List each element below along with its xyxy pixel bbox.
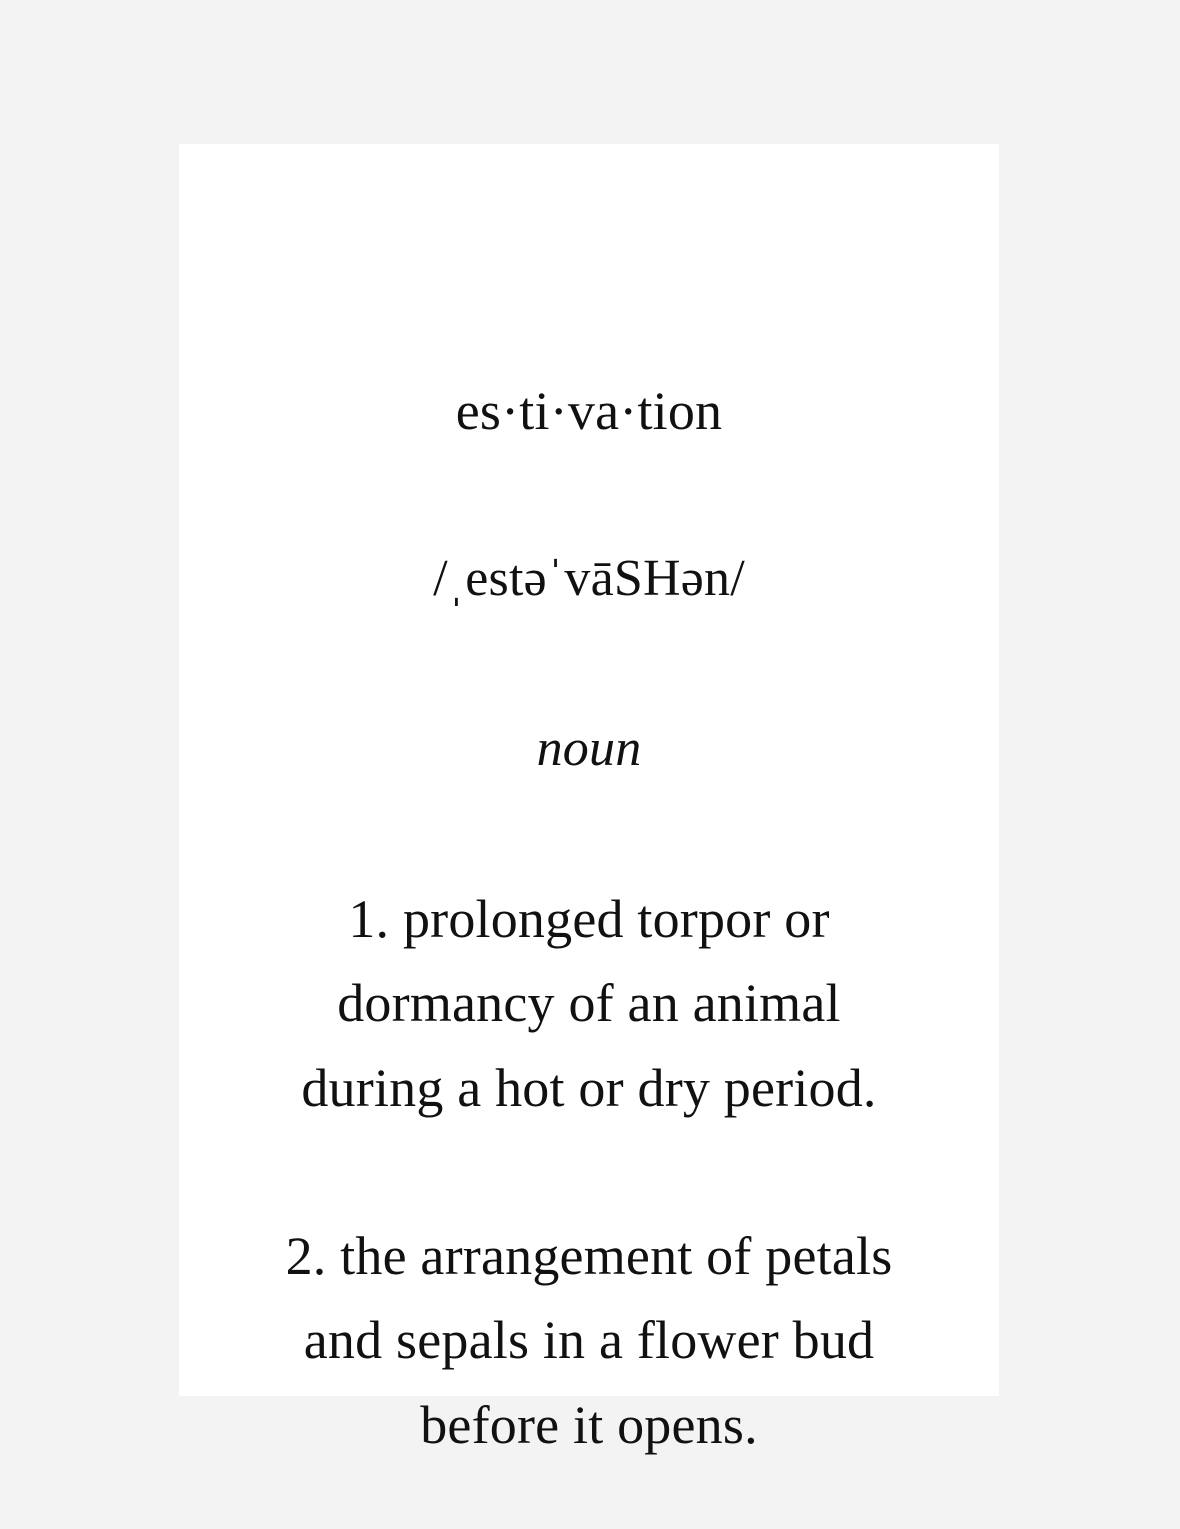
definition-2-line-1: 2. the arrangement of petals <box>285 1226 893 1286</box>
part-of-speech: noun <box>536 720 642 777</box>
headword: es·ti·va·tion <box>455 381 723 441</box>
definition-1-line-2: dormancy of an animal <box>337 973 841 1033</box>
definition-1-line-1: 1. prolonged torpor or <box>348 889 830 949</box>
definition-1-line-3: during a hot or dry period. <box>301 1058 877 1118</box>
pronunciation: /ˌestəˈvāSHən/ <box>433 550 745 607</box>
definition-2-line-3: before it opens. <box>420 1395 758 1455</box>
definition-2-line-2: and sepals in a flower bud <box>303 1310 875 1370</box>
definition-card <box>179 144 999 1455</box>
